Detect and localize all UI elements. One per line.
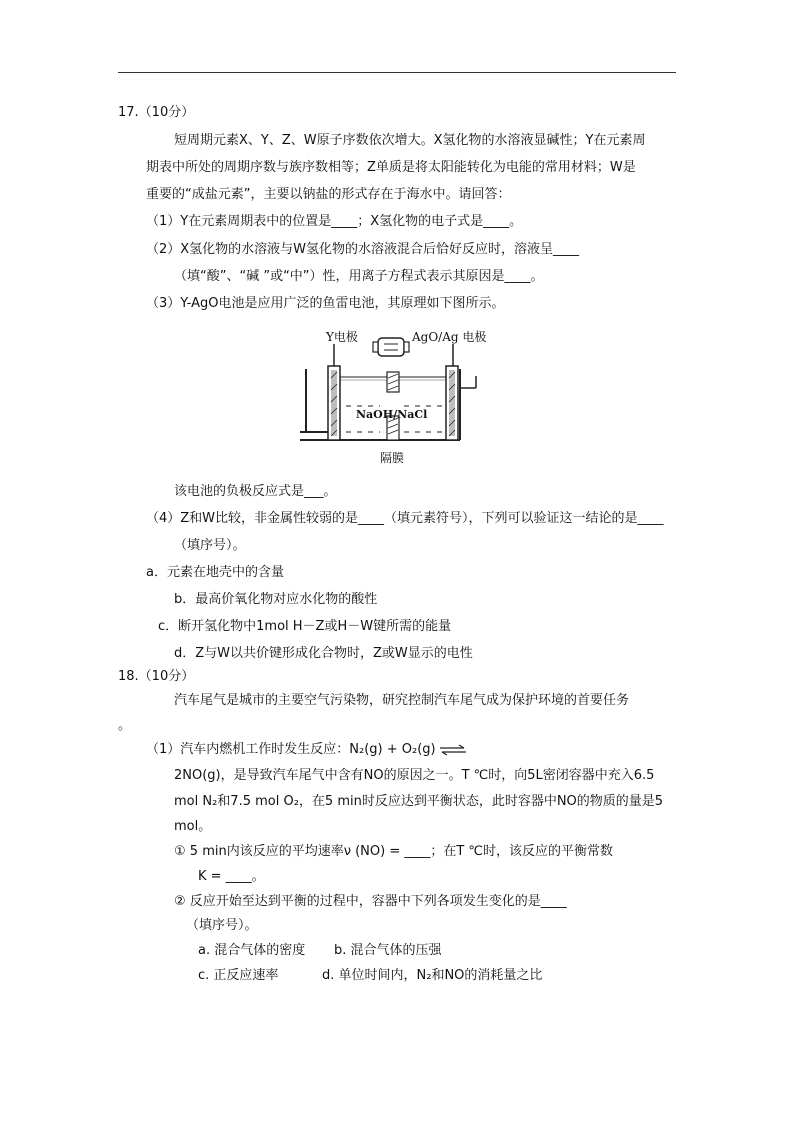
label-y-electrode: Y电极 [326, 330, 358, 344]
q17-option-d: d．Z与W以共价键形成化合物时，Z或W显示的电性 [174, 646, 473, 661]
equilibrium-arrow-icon [440, 744, 466, 756]
q18-paragraph-line-2: 。 [118, 718, 132, 733]
label-solution: NaOH/NaCl [356, 408, 428, 421]
q17-part-2-line-1: （2）X氢化物的水溶液与W氢化物的水溶液混合后恰好反应时，溶液呈____ [146, 242, 580, 257]
q18-part-1-line-1 [146, 741, 466, 759]
y-electrode [328, 366, 340, 440]
q18-sub-question-1-line-2: K = ____。 [198, 869, 265, 884]
q17-paragraph-line-1: 短周期元素X、Y、Z、W原子序数依次增大。X氢化物的水溶液显碱性；Y在元素周 [174, 133, 646, 148]
q18-paragraph-line-1: 汽车尾气是城市的主要空气污染物，研究控制汽车尾气成为保护环境的首要任务 [174, 693, 630, 708]
q17-part-3-answer-line: 该电池的负极反应式是___。 [174, 484, 337, 499]
q17-paragraph-line-2: 期表中所处的周期序数与族序数相等；Z单质是将太阳能转化为电能的常用材料；W是 [146, 160, 636, 175]
q18-sub-question-1: ① 5 min内该反应的平均速率ν (NO) = ____；在T ℃时，该反应的平衡常数 [174, 844, 614, 859]
q17-part-4-line-2: （填序号）。 [174, 538, 246, 553]
q18-part-1-line-2: 2NO(g)，是导致汽车尾气中含有NO的原因之一。T ℃时，向5L密闭容器中充入6.5 [174, 768, 655, 783]
q18-part-1-line-4: mol。 [174, 819, 212, 834]
q18-option-d: d. 单位时间内，N₂和NO的消耗量之比 [322, 968, 543, 983]
q18-sub-question-2: ② 反应开始至达到平衡的过程中，容器中下列各项发生变化的是____ [174, 894, 567, 909]
q17-part-1: （1）Y在元素周期表中的位置是____；X氢化物的电子式是____。 [146, 214, 523, 229]
header-rule [118, 72, 676, 73]
ago-ag-electrode [446, 366, 458, 440]
q17-option-b: b．最高价氧化物对应水化物的酸性 [174, 592, 378, 607]
q17-part-4-line-1: （4）Z和W比较，非金属性较弱的是____（填元素符号），下列可以验证这一结论的是____ [146, 511, 664, 526]
q17-part-2-line-2: （填“酸”、“碱 ”或“中”）性，用离子方程式表示其原因是____。 [174, 269, 544, 284]
label-membrane: 隔膜 [380, 451, 405, 465]
q18-sub-question-2-line-2: （填序号）。 [186, 918, 258, 933]
q18-option-b: b. 混合气体的压强 [334, 943, 442, 958]
q18-part-1-line-3: mol N₂和7.5 mol O₂，在5 min时反应达到平衡状态，此时容器中NO的物质的量是5 [174, 794, 664, 809]
q18-heading: 18.（10分） [118, 669, 195, 684]
q17-option-c: c．断开氢化物中1mol H－Z或H－W键所需的能量 [158, 619, 452, 634]
membrane [387, 372, 399, 440]
q18-option-c: c. 正反应速率 [198, 968, 279, 983]
q18-reaction-text: （1）汽车内燃机工作时发生反应：N₂(g) + O₂(g) [146, 742, 436, 757]
q17-part-3: （3）Y-AgO电池是应用广泛的鱼雷电池，其原理如下图所示。 [146, 296, 505, 311]
label-ago-electrode: AgO/Ag 电极 [412, 330, 487, 344]
load-motor-icon [373, 338, 409, 356]
q17-heading: 17.（10分） [118, 105, 195, 120]
q17-option-a: a．元素在地壳中的含量 [146, 565, 284, 580]
battery-diagram [300, 322, 490, 468]
q18-option-a: a. 混合气体的密度 [198, 943, 306, 958]
q17-paragraph-line-3: 重要的“成盐元素”，主要以钠盐的形式存在于海水中。请回答： [146, 187, 511, 202]
